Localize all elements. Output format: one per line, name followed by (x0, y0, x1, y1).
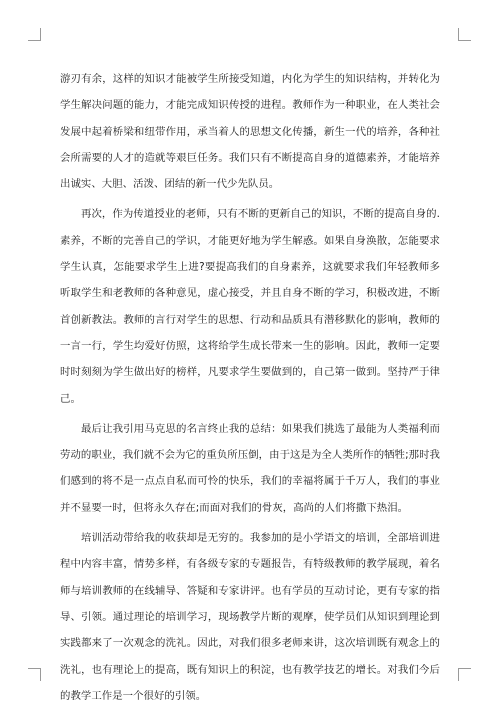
document-body (60, 66, 440, 713)
crop-mark-top-right (458, 28, 471, 41)
crop-mark-bottom-right (458, 668, 471, 681)
crop-mark-bottom-left (28, 668, 41, 681)
paragraph-1: 游刃有余，这样的知识才能被学生所接受知道，内化为学生的知识结构，并转化为学生解决问题的能力，才能完成知识传授的进程。教师作为一种职业，在人类社会发展中起着桥梁和纽带作用，承当着人的思想文化传播，新生一代的培养，各种社会所需要的人才的造就等艰巨任务。我们只有不断提高自身的道德素养，才能培养出诚实、大胆、活泼、团结的新一代少先队员。 (60, 73, 440, 191)
paragraph-2: 再次，作为传道授业的老师，只有不断的更新自己的知识，不断的提高自身的.素养，不断的完善自己的学识，才能更好地为学生解惑。如果自身涣散，怎能要求学生认真，怎能要求学生上进?要提高我们的自身素养，这就要求我们年轻教师多听取学生和老教师的各种意见，虚心接受，并且自身不断的学习，积极改进，不断首创新教法。教师的言行对学生的思想、行动和品质具有潜移默化的影响，教师的一言一行，学生均爱好仿照，这将给学生成长带来一生的影响。因此，教师一定要时时刻刻为学生做出好的榜样，凡要求学生要做到的，自己第一做到。坚持严于律己。 (60, 208, 440, 405)
paragraph-4: 培训活动带给我的收获却是无穷的。我参加的是小学语文的培训，全部培训进程中内容丰富，情势多样，有各级专家的专题报告，有特级教师的教学展现，着名师与培训教师的在线辅导、答疑和专家讲评。也有学员的互动讨论，更有专家的指导、引领。通过理论的培训学习，现场教学片断的观摩，使学员们从知识到理论到实践都来了一次观念的洗礼。因此，对我们很多老师来讲，这次培训既有观念上的洗礼，也有理论上的提高，既有知识上的积淀，也有教学技艺的增长。对我们今后的教学工作是一个很好的引领。 (60, 532, 440, 702)
crop-mark-top-left (28, 28, 41, 41)
paragraph-3: 最后让我引用马克思的名言终止我的总结：如果我们挑选了最能为人类福利而劳动的职业，我们就不会为它的重负所压倒，由于这是为全人类所作的牺牲;那时我们感到的将不是一点点自私而可怜的快乐，我们的幸福将属于千万人，我们的事业并不显要一时，但将永久存在;而面对我们的骨灰，高尚的人们将撒下热泪。 (60, 422, 440, 514)
